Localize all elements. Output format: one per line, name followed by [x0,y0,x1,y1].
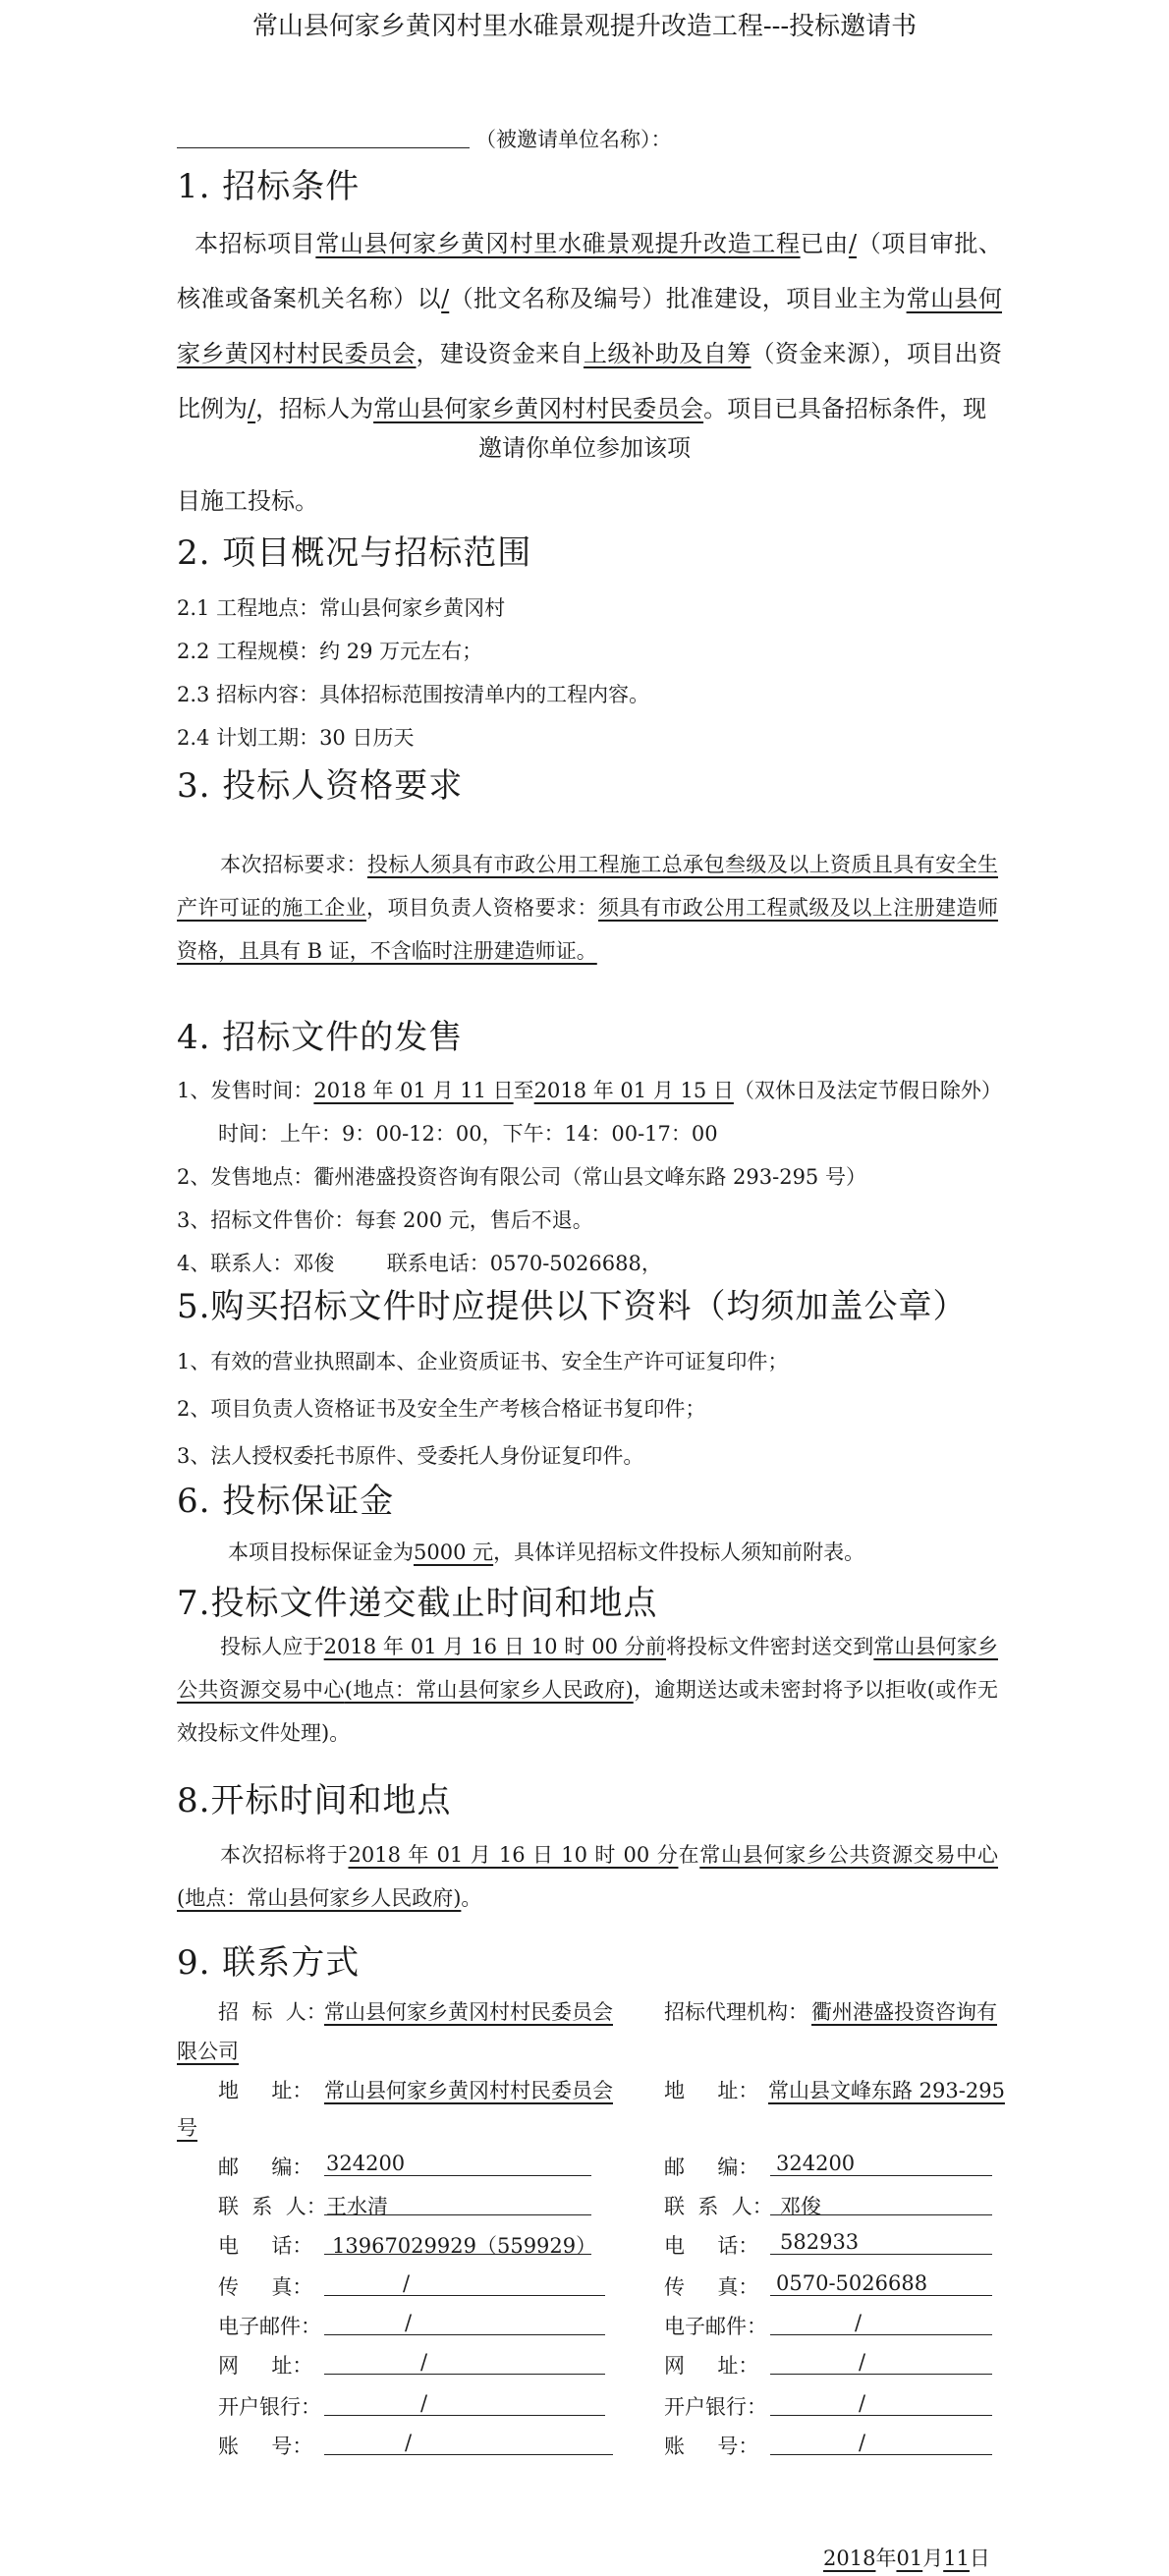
contact-label: 联 系 人： [664,2195,773,2218]
project-name: 常山县何家乡黄冈村里水碓景观提升改造工程 [315,230,801,257]
s3-text: 本次招标要求： [220,853,367,876]
contact-value: 0570-5026688 [776,2271,928,2295]
s8-text: 在 [678,1843,700,1867]
sale-time-line [177,1075,1002,1104]
address-label-left: 地 址： [218,2079,313,2102]
fund-source: 上级补助及自筹 [584,340,752,367]
contact-label: 电 话： [664,2234,759,2258]
document-title: 常山县何家乡黄冈村里水碓景观提升改造工程---投标邀请书 [251,12,918,41]
contact-value: 582933 [780,2230,860,2254]
sale-location: 2、发售地点：衢州港盛投资咨询有限公司（常山县文峰东路 293-295 号） [177,1165,866,1189]
submission-place: 常山县何家乡公共资源交易中心 [177,1635,998,1702]
agency-label: 招标代理机构： [664,2000,808,2024]
date-day-label: 日 [969,2547,990,2570]
date-day: 11 [943,2547,970,2570]
s1-text: ，建设资金来自 [416,340,584,367]
section-7-paragraph [177,1625,998,1755]
s1-text: 。项目已具备招标条件，现 [703,395,987,422]
contact-value: 邓俊 [780,2195,821,2218]
contact-underline [324,2454,613,2455]
s8-text: 。 [461,1886,482,1910]
s7-text: 投标人应于 [220,1635,324,1658]
contact-label: 邮 编： [218,2156,313,2179]
invitee-blank-line [177,147,470,148]
contact-underline [324,2254,591,2255]
manager-requirement: 须具有市政公用工程贰级及以上注册建造师资格，且具有 B 证，不含临时注册建造师证。 [177,896,999,963]
section-1-center-line: 邀请你单位参加该项 [478,434,691,462]
s1-text: 本招标项目 [195,230,316,257]
contact-underline [324,2415,605,2416]
date-month: 01 [896,2547,923,2570]
sale-price: 3、招标文件售价：每套 200 元，售后不退。 [177,1208,593,1232]
s1-text: （资金来源），项目出资比例为 [177,340,1003,422]
sale-end-date: 2018 年 01 月 15 日 [533,1079,734,1102]
contact-label: 开户银行： [664,2395,767,2419]
contact-underline [324,2175,591,2176]
scope-item: 2.1 工程地点：常山县何家乡黄冈村 [177,596,506,620]
contact-label: 传 真： [664,2275,759,2299]
s7-text: ，逾期送达或未密封将予以拒收(或作无效投标文件处理)。 [177,1678,998,1745]
contact-label: 账 号： [218,2435,313,2458]
contact-underline [770,2214,992,2215]
contact-value: 王水清 [326,2195,388,2218]
contact-value: 324200 [776,2152,856,2175]
contact-value: / [420,2350,428,2374]
bidder-requirement: 投标人须具有市政公用工程施工总承包叁级及以上资质且具有安全生产许可证的施工企业 [177,853,999,920]
opening-place: 常山县何家乡公共资源交易中心 [699,1843,999,1867]
section-2-heading: 2. 项目概况与招标范围 [177,533,532,573]
agency-value: 衢州港盛投资咨询有 [811,2000,997,2024]
funding-ratio: / [248,395,256,422]
s7-text: 将投标文件密封送交到 [666,1635,874,1658]
contact-underline [324,2334,605,2335]
sale-start-date: 2018 年 01 月 11 日 [313,1079,514,1102]
contact-label: 电 话： [218,2234,313,2258]
sale-time-label: 1、发售时间： [177,1079,314,1102]
section-1-paragraph [177,216,1002,436]
document-date [823,2543,990,2572]
contact-value: 324200 [326,2152,406,2175]
address-label-right: 地 址： [664,2079,759,2102]
opening-time: 2018 年 01 月 16 日 10 时 00 分 [348,1843,679,1867]
contact-label: 网 址： [218,2354,313,2378]
approval-authority: / [848,230,858,257]
s1-text: 已由 [800,230,849,257]
section-3-paragraph [177,843,998,973]
section-7-heading: 7.投标文件递交截止时间和地点 [177,1584,658,1623]
tenderer-name: 常山县何家乡黄冈村村民委员会 [373,395,704,422]
contact-label: 网 址： [664,2354,759,2378]
tenderer-label: 招 标 人： [218,2000,327,2024]
address-value-right: 常山县文峰东路 293-295 [768,2079,1005,2102]
section-9-heading: 9. 联系方式 [177,1943,361,1983]
contact-value: / [855,2311,863,2334]
contact-underline [770,2254,992,2255]
scope-item: 2.3 招标内容：具体招标范围按清单内的工程内容。 [177,683,650,706]
sale-note: （双休日及法定节假日除外） [733,1079,1002,1102]
contact-value: / [420,2391,428,2415]
opening-address: (地点：常山县何家乡人民政府) [177,1886,462,1910]
contact-value: / [405,2311,413,2334]
material-item: 3、法人授权委托书原件、受委托人身份证复印件。 [177,1444,644,1468]
invitee-hint: （被邀请单位名称）： [475,128,672,151]
contact-underline [324,2214,591,2215]
deposit-line [228,1537,864,1566]
contact-underline [770,2175,992,2176]
s8-text: 本次招标将于 [220,1843,349,1867]
scope-item: 2.4 计划工期：30 日历天 [177,726,415,750]
contact-value: / [859,2350,866,2374]
s6-text: 本项目投标保证金为 [228,1540,414,1564]
submission-address: (地点：常山县何家乡人民政府) [344,1678,634,1702]
date-month-label: 月 [922,2547,944,2570]
address-value-right-cont: 号 [177,2116,197,2140]
material-item: 1、有效的营业执照副本、企业资质证书、安全生产许可证复印件； [177,1350,789,1373]
section-3-heading: 3. 投标人资格要求 [177,766,464,806]
section-6-heading: 6. 投标保证金 [177,1482,395,1521]
contact-underline [324,2374,605,2375]
scope-item: 2.2 工程规模：约 29 万元左右； [177,640,483,663]
contact-value: / [405,2431,413,2454]
tenderer-value: 常山县何家乡黄冈村村民委员会 [324,2000,613,2024]
section-4-heading: 4. 招标文件的发售 [177,1018,464,1057]
s1-text: （项目审批、核准或备案机关名称）以 [177,230,1003,312]
sale-hours: 时间：上午：9：00-12：00，下午：14：00-17：00 [218,1122,718,1146]
date-year: 2018 [823,2547,876,2570]
s3-text: ，项目负责人资格要求： [366,896,598,920]
sale-contact: 4、联系人：邓俊 联系电话：0570-5026688， [177,1252,662,1275]
contact-underline [770,2415,992,2416]
contact-underline [770,2295,992,2296]
approval-document: / [441,285,450,312]
contact-label: 传 真： [218,2275,313,2299]
contact-label: 电子邮件： [218,2315,321,2338]
contact-underline [770,2374,992,2375]
section-8-paragraph [177,1833,998,1920]
date-year-label: 年 [875,2547,897,2570]
contact-value: / [403,2271,411,2295]
agency-value-cont: 限公司 [177,2040,239,2063]
contact-label: 开户银行： [218,2395,321,2419]
contact-value: / [859,2431,866,2454]
s1-text: ，招标人为 [255,395,374,422]
address-value-left: 常山县何家乡黄冈村村民委员会 [324,2079,613,2102]
s6-text: ，具体详见招标文件投标人须知前附表。 [493,1540,865,1564]
submission-deadline: 2018 年 01 月 16 日 10 时 00 分前 [323,1635,667,1658]
section-8-heading: 8.开标时间和地点 [177,1781,452,1820]
contact-value: 13967029929（559929） [332,2234,597,2258]
s1-text: （批文名称及编号）批准建设，项目业主为 [449,285,907,312]
section-5-heading: 5.购买招标文件时应提供以下资料（均须加盖公章） [177,1287,968,1326]
contact-label: 电子邮件： [664,2315,767,2338]
contact-label: 联 系 人： [218,2195,327,2218]
project-owner: 常山县何家乡黄冈村村民委员会 [177,285,1003,367]
sale-to: 至 [513,1079,534,1102]
material-item: 2、项目负责人资格证书及安全生产考核合格证书复印件； [177,1397,706,1421]
contact-underline [770,2334,992,2335]
deposit-amount: 5000 元 [414,1540,494,1564]
section-1-heading: 1. 招标条件 [177,167,361,206]
contact-underline [324,2295,605,2296]
contact-label: 账 号： [664,2435,759,2458]
contact-value: / [859,2391,866,2415]
contact-underline [770,2454,992,2455]
section-1-last-line: 目施工投标。 [177,487,318,515]
contact-label: 邮 编： [664,2156,759,2179]
